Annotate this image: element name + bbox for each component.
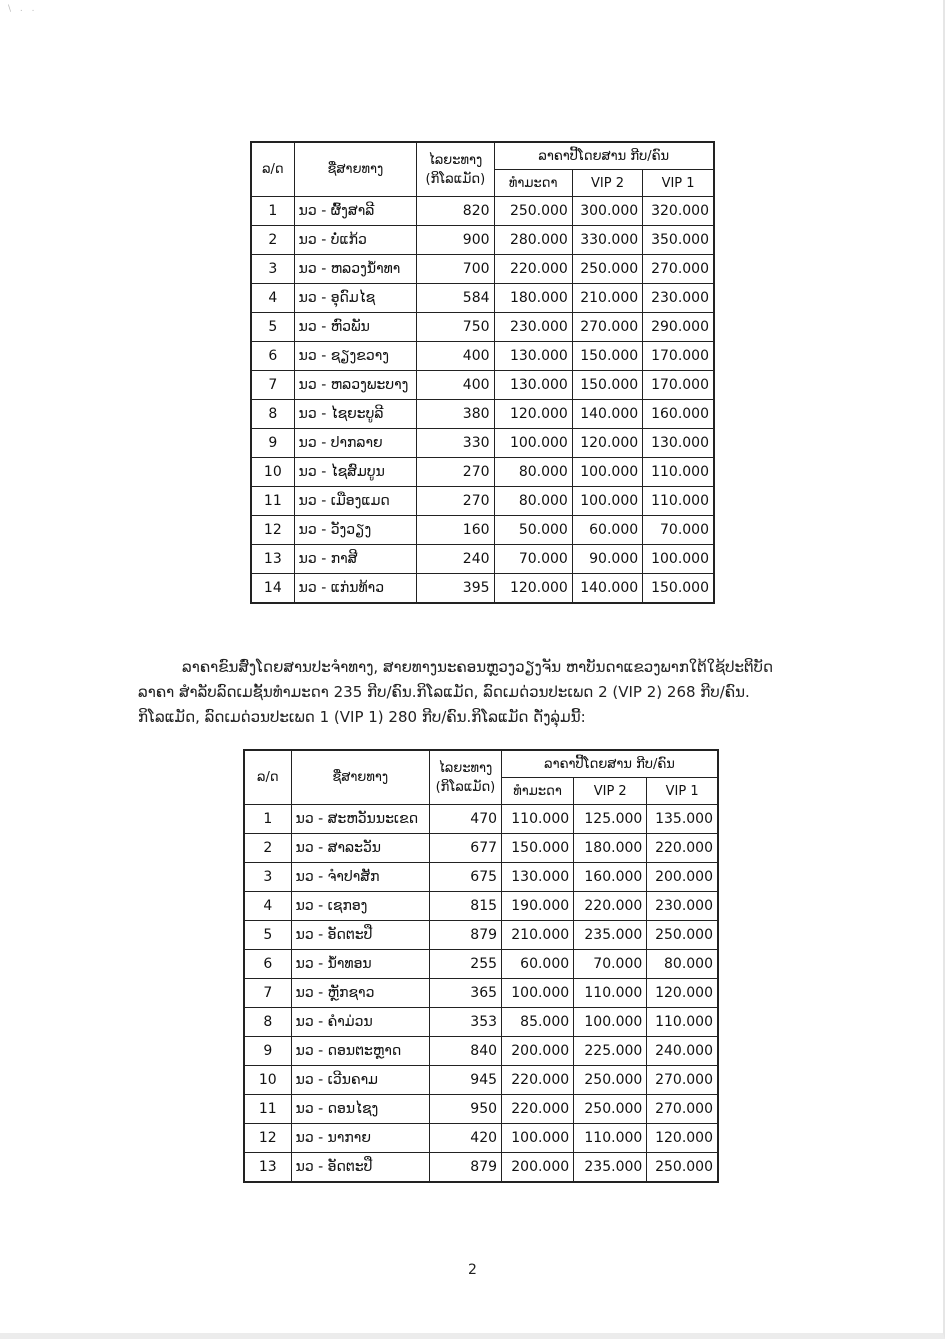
- row-number-cell: 11: [244, 1095, 291, 1124]
- vip1-fare-cell: 230.000: [643, 284, 714, 313]
- route-name-cell: ນວ - ປາກລາຍ: [294, 429, 417, 458]
- route-name-cell: ນວ - ດອນຕະຫຼາດ: [291, 1037, 429, 1066]
- distance-cell: 750: [417, 313, 494, 342]
- vip1-fare-cell: 170.000: [643, 371, 714, 400]
- row-number-cell: 9: [251, 429, 294, 458]
- distance-cell: 675: [429, 863, 501, 892]
- vip2-fare-cell: 220.000: [574, 892, 647, 921]
- vip1-fare-cell: 150.000: [643, 574, 714, 604]
- table-row: [251, 545, 714, 574]
- row-number-cell: 4: [244, 892, 291, 921]
- normal-fare-cell: 200.000: [502, 1037, 574, 1066]
- vip2-fare-cell: 250.000: [572, 255, 642, 284]
- normal-fare-cell: 250.000: [494, 197, 572, 226]
- distance-header-line1: ໄລຍະທາງ: [428, 152, 483, 168]
- normal-fare-cell: 85.000: [502, 1008, 574, 1037]
- route-name-cell: ນວ - ຫລວງພະບາງ: [294, 371, 417, 400]
- vip1-fare-cell: 100.000: [643, 545, 714, 574]
- table-row: [244, 1124, 718, 1153]
- table-row: [244, 1153, 718, 1183]
- table-row: [251, 197, 714, 226]
- row-number-cell: 13: [251, 545, 294, 574]
- table-row: [244, 1066, 718, 1095]
- route-name-cell: ນວ - ຫຼັກຊາວ: [291, 979, 429, 1008]
- vip2-fare-cell: 180.000: [574, 834, 647, 863]
- distance-cell: 400: [417, 371, 494, 400]
- table-row: [251, 400, 714, 429]
- normal-fare-cell: 130.000: [494, 371, 572, 400]
- vip2-fare-cell: 300.000: [572, 197, 642, 226]
- table-row: [251, 574, 714, 604]
- row-number-cell: 12: [244, 1124, 291, 1153]
- distance-cell: 879: [429, 921, 501, 950]
- normal-fare-cell: 210.000: [502, 921, 574, 950]
- vip1-fare-cell: 135.000: [647, 805, 718, 834]
- route-name-cell: ນວ - ອຸດົມໄຊ: [294, 284, 417, 313]
- distance-cell: 950: [429, 1095, 501, 1124]
- table-row: [244, 1008, 718, 1037]
- col-header-normal: ທຳມະດາ: [502, 778, 574, 805]
- vip2-fare-cell: 150.000: [572, 342, 642, 371]
- distance-header-line1: ໄລຍະທາງ: [438, 760, 493, 776]
- vip1-fare-cell: 270.000: [647, 1095, 718, 1124]
- row-number-cell: 7: [251, 371, 294, 400]
- vip2-fare-cell: 60.000: [572, 516, 642, 545]
- normal-fare-cell: 190.000: [502, 892, 574, 921]
- vip1-fare-cell: 120.000: [647, 979, 718, 1008]
- fare-table-north-body: [251, 197, 714, 604]
- distance-cell: 420: [429, 1124, 501, 1153]
- normal-fare-cell: 130.000: [494, 342, 572, 371]
- table-row: [244, 1037, 718, 1066]
- vip2-fare-cell: 250.000: [574, 1066, 647, 1095]
- row-number-cell: 14: [251, 574, 294, 604]
- distance-cell: 160: [417, 516, 494, 545]
- normal-fare-cell: 130.000: [502, 863, 574, 892]
- table-row: [244, 834, 718, 863]
- route-name-cell: ນວ - ເວີນຄາມ: [291, 1066, 429, 1095]
- col-header-price-group: ລາຄາປີ້ໂດຍສານ ກີບ/ຄົນ: [502, 750, 718, 778]
- route-name-cell: ນວ - ຫົວພັນ: [294, 313, 417, 342]
- vip1-fare-cell: 110.000: [643, 458, 714, 487]
- normal-fare-cell: 180.000: [494, 284, 572, 313]
- normal-fare-cell: 120.000: [494, 574, 572, 604]
- normal-fare-cell: 200.000: [502, 1153, 574, 1183]
- row-number-cell: 7: [244, 979, 291, 1008]
- row-number-cell: 6: [244, 950, 291, 979]
- distance-cell: 815: [429, 892, 501, 921]
- distance-cell: 820: [417, 197, 494, 226]
- row-number-cell: 2: [251, 226, 294, 255]
- vip1-fare-cell: 290.000: [643, 313, 714, 342]
- fare-paragraph: [138, 655, 828, 730]
- row-number-cell: 9: [244, 1037, 291, 1066]
- distance-cell: 400: [417, 342, 494, 371]
- col-header-no: ລ/ດ: [251, 142, 294, 197]
- paragraph-line-2: ລາຄາ ສຳລັບລົດເມຊັ້ນທຳມະດາ 235 ກີບ/ຄົນ.ກິໂລແມັດ, ລົດເມດ່ວນປະເພດ 2 (VIP 2) 268 ກີບ/ຄົນ.: [138, 683, 750, 701]
- table-row: [251, 313, 714, 342]
- vip1-fare-cell: 160.000: [643, 400, 714, 429]
- row-number-cell: 1: [244, 805, 291, 834]
- table-row: [251, 371, 714, 400]
- col-header-price-group: ລາຄາປີ້ໂດຍສານ ກີບ/ຄົນ: [494, 142, 714, 170]
- vip2-fare-cell: 90.000: [572, 545, 642, 574]
- normal-fare-cell: 80.000: [494, 487, 572, 516]
- col-header-route: ຊື່ສາຍທາງ: [291, 750, 429, 805]
- normal-fare-cell: 100.000: [494, 429, 572, 458]
- route-name-cell: ນວ - ເຊກອງ: [291, 892, 429, 921]
- table-row: [251, 458, 714, 487]
- fare-table-north: [250, 141, 715, 604]
- vip2-fare-cell: 250.000: [574, 1095, 647, 1124]
- vip1-fare-cell: 270.000: [647, 1066, 718, 1095]
- table-row: [251, 226, 714, 255]
- row-number-cell: 5: [244, 921, 291, 950]
- fare-table-south-body: [244, 805, 718, 1183]
- vip1-fare-cell: 110.000: [643, 487, 714, 516]
- distance-cell: 380: [417, 400, 494, 429]
- route-name-cell: ນວ - ແກ່ນທ້າວ: [294, 574, 417, 604]
- distance-header-line2: (ກິໂລແມັດ): [435, 779, 496, 795]
- normal-fare-cell: 220.000: [502, 1066, 574, 1095]
- col-header-no: ລ/ດ: [244, 750, 291, 805]
- vip2-fare-cell: 160.000: [574, 863, 647, 892]
- col-header-vip2: VIP 2: [574, 778, 647, 805]
- paragraph-line-3: ກິໂລແມັດ, ລົດເມດ່ວນປະເພດ 1 (VIP 1) 280 ກີບ/ຄົນ.ກິໂລແມັດ ດັ່ງລຸ່ມນີ້:: [138, 708, 586, 726]
- vip1-fare-cell: 350.000: [643, 226, 714, 255]
- col-header-vip1: VIP 1: [647, 778, 718, 805]
- route-name-cell: ນວ - ຜົ້ງສາລີ: [294, 197, 417, 226]
- row-number-cell: 4: [251, 284, 294, 313]
- route-name-cell: ນວ - ໄຊຍະບູລີ: [294, 400, 417, 429]
- vip1-fare-cell: 240.000: [647, 1037, 718, 1066]
- col-header-distance: [429, 750, 501, 805]
- vip2-fare-cell: 235.000: [574, 921, 647, 950]
- vip2-fare-cell: 100.000: [572, 487, 642, 516]
- row-number-cell: 3: [251, 255, 294, 284]
- route-name-cell: ນວ - ດອນໄຊງ: [291, 1095, 429, 1124]
- distance-cell: 395: [417, 574, 494, 604]
- vip1-fare-cell: 170.000: [643, 342, 714, 371]
- vip2-fare-cell: 235.000: [574, 1153, 647, 1183]
- table-row: [244, 863, 718, 892]
- route-name-cell: ນວ - ກາສີ: [294, 545, 417, 574]
- route-name-cell: ນວ - ໄຊສົມບູນ: [294, 458, 417, 487]
- table-row: [244, 921, 718, 950]
- route-name-cell: ນວ - ຊຽງຂວາງ: [294, 342, 417, 371]
- vip2-fare-cell: 270.000: [572, 313, 642, 342]
- row-number-cell: 10: [251, 458, 294, 487]
- route-name-cell: ນວ - ສະຫວັນນະເຂດ: [291, 805, 429, 834]
- normal-fare-cell: 100.000: [502, 1124, 574, 1153]
- distance-cell: 879: [429, 1153, 501, 1183]
- distance-cell: 470: [429, 805, 501, 834]
- paragraph-line-1: ລາຄາຂົນສົ່ງໂດຍສານປະຈຳທາງ, ສາຍທາງນະຄອນຫຼວງວຽງຈັນ ຫາບັນດາແຂວງພາກໃຕ້ໃຊ້ປະຕິບັດ: [182, 658, 774, 676]
- route-name-cell: ນວ - ນ້ຳທອນ: [291, 950, 429, 979]
- table-row: [251, 429, 714, 458]
- page-number: 2: [468, 1262, 477, 1278]
- vip2-fare-cell: 210.000: [572, 284, 642, 313]
- vip2-fare-cell: 125.000: [574, 805, 647, 834]
- col-header-route: ຊື່ສາຍທາງ: [294, 142, 417, 197]
- normal-fare-cell: 220.000: [494, 255, 572, 284]
- normal-fare-cell: 80.000: [494, 458, 572, 487]
- col-header-vip2: VIP 2: [572, 170, 642, 197]
- vip1-fare-cell: 120.000: [647, 1124, 718, 1153]
- vip2-fare-cell: 150.000: [572, 371, 642, 400]
- vip2-fare-cell: 70.000: [574, 950, 647, 979]
- distance-cell: 900: [417, 226, 494, 255]
- vip2-fare-cell: 330.000: [572, 226, 642, 255]
- col-header-vip1: VIP 1: [643, 170, 714, 197]
- distance-cell: 584: [417, 284, 494, 313]
- distance-cell: 353: [429, 1008, 501, 1037]
- route-name-cell: ນວ - ວັງວຽງ: [294, 516, 417, 545]
- vip1-fare-cell: 80.000: [647, 950, 718, 979]
- distance-cell: 677: [429, 834, 501, 863]
- vip1-fare-cell: 270.000: [643, 255, 714, 284]
- row-number-cell: 5: [251, 313, 294, 342]
- table-row: [251, 487, 714, 516]
- distance-cell: 945: [429, 1066, 501, 1095]
- row-number-cell: 8: [244, 1008, 291, 1037]
- vip1-fare-cell: 230.000: [647, 892, 718, 921]
- table-row: [251, 255, 714, 284]
- route-name-cell: ນວ - ບໍ່ແກ້ວ: [294, 226, 417, 255]
- row-number-cell: 11: [251, 487, 294, 516]
- normal-fare-cell: 60.000: [502, 950, 574, 979]
- distance-cell: 255: [429, 950, 501, 979]
- vip1-fare-cell: 110.000: [647, 1008, 718, 1037]
- row-number-cell: 8: [251, 400, 294, 429]
- distance-cell: 240: [417, 545, 494, 574]
- route-name-cell: ນວ - ອັດຕະປື: [291, 1153, 429, 1183]
- route-name-cell: ນວ - ນາກາຍ: [291, 1124, 429, 1153]
- vip1-fare-cell: 320.000: [643, 197, 714, 226]
- col-header-normal: ທຳມະດາ: [494, 170, 572, 197]
- table-row: [244, 950, 718, 979]
- vip1-fare-cell: 250.000: [647, 921, 718, 950]
- vip2-fare-cell: 225.000: [574, 1037, 647, 1066]
- distance-cell: 700: [417, 255, 494, 284]
- row-number-cell: 12: [251, 516, 294, 545]
- table-row: [251, 284, 714, 313]
- route-name-cell: ນວ - ຈຳປາສັກ: [291, 863, 429, 892]
- normal-fare-cell: 110.000: [502, 805, 574, 834]
- normal-fare-cell: 120.000: [494, 400, 572, 429]
- table-row: [244, 979, 718, 1008]
- table-row: [251, 342, 714, 371]
- corner-marks: \ . .: [8, 4, 38, 14]
- distance-cell: 840: [429, 1037, 501, 1066]
- row-number-cell: 6: [251, 342, 294, 371]
- route-name-cell: ນວ - ສາລະວັນ: [291, 834, 429, 863]
- table-row: [244, 892, 718, 921]
- vip1-fare-cell: 70.000: [643, 516, 714, 545]
- normal-fare-cell: 100.000: [502, 979, 574, 1008]
- vip2-fare-cell: 120.000: [572, 429, 642, 458]
- fare-table-south: [243, 749, 719, 1183]
- normal-fare-cell: 70.000: [494, 545, 572, 574]
- row-number-cell: 1: [251, 197, 294, 226]
- vip1-fare-cell: 200.000: [647, 863, 718, 892]
- row-number-cell: 13: [244, 1153, 291, 1183]
- row-number-cell: 2: [244, 834, 291, 863]
- vip2-fare-cell: 100.000: [574, 1008, 647, 1037]
- vip1-fare-cell: 130.000: [643, 429, 714, 458]
- distance-cell: 330: [417, 429, 494, 458]
- normal-fare-cell: 220.000: [502, 1095, 574, 1124]
- route-name-cell: ນວ - ເມືອງແມດ: [294, 487, 417, 516]
- vip1-fare-cell: 250.000: [647, 1153, 718, 1183]
- distance-cell: 365: [429, 979, 501, 1008]
- vip2-fare-cell: 140.000: [572, 400, 642, 429]
- normal-fare-cell: 150.000: [502, 834, 574, 863]
- row-number-cell: 10: [244, 1066, 291, 1095]
- normal-fare-cell: 230.000: [494, 313, 572, 342]
- normal-fare-cell: 280.000: [494, 226, 572, 255]
- vip1-fare-cell: 220.000: [647, 834, 718, 863]
- vip2-fare-cell: 110.000: [574, 1124, 647, 1153]
- distance-header-line2: (ກິໂລແມັດ): [425, 171, 486, 187]
- table-row: [251, 516, 714, 545]
- table-row: [244, 805, 718, 834]
- vip2-fare-cell: 100.000: [572, 458, 642, 487]
- vip2-fare-cell: 110.000: [574, 979, 647, 1008]
- vip2-fare-cell: 140.000: [572, 574, 642, 604]
- col-header-distance: [417, 142, 494, 197]
- distance-cell: 270: [417, 458, 494, 487]
- route-name-cell: ນວ - ຫລວງນ້ຳທາ: [294, 255, 417, 284]
- row-number-cell: 3: [244, 863, 291, 892]
- table-row: [244, 1095, 718, 1124]
- distance-cell: 270: [417, 487, 494, 516]
- route-name-cell: ນວ - ຄຳມ່ວນ: [291, 1008, 429, 1037]
- route-name-cell: ນວ - ອັດຕະປື: [291, 921, 429, 950]
- normal-fare-cell: 50.000: [494, 516, 572, 545]
